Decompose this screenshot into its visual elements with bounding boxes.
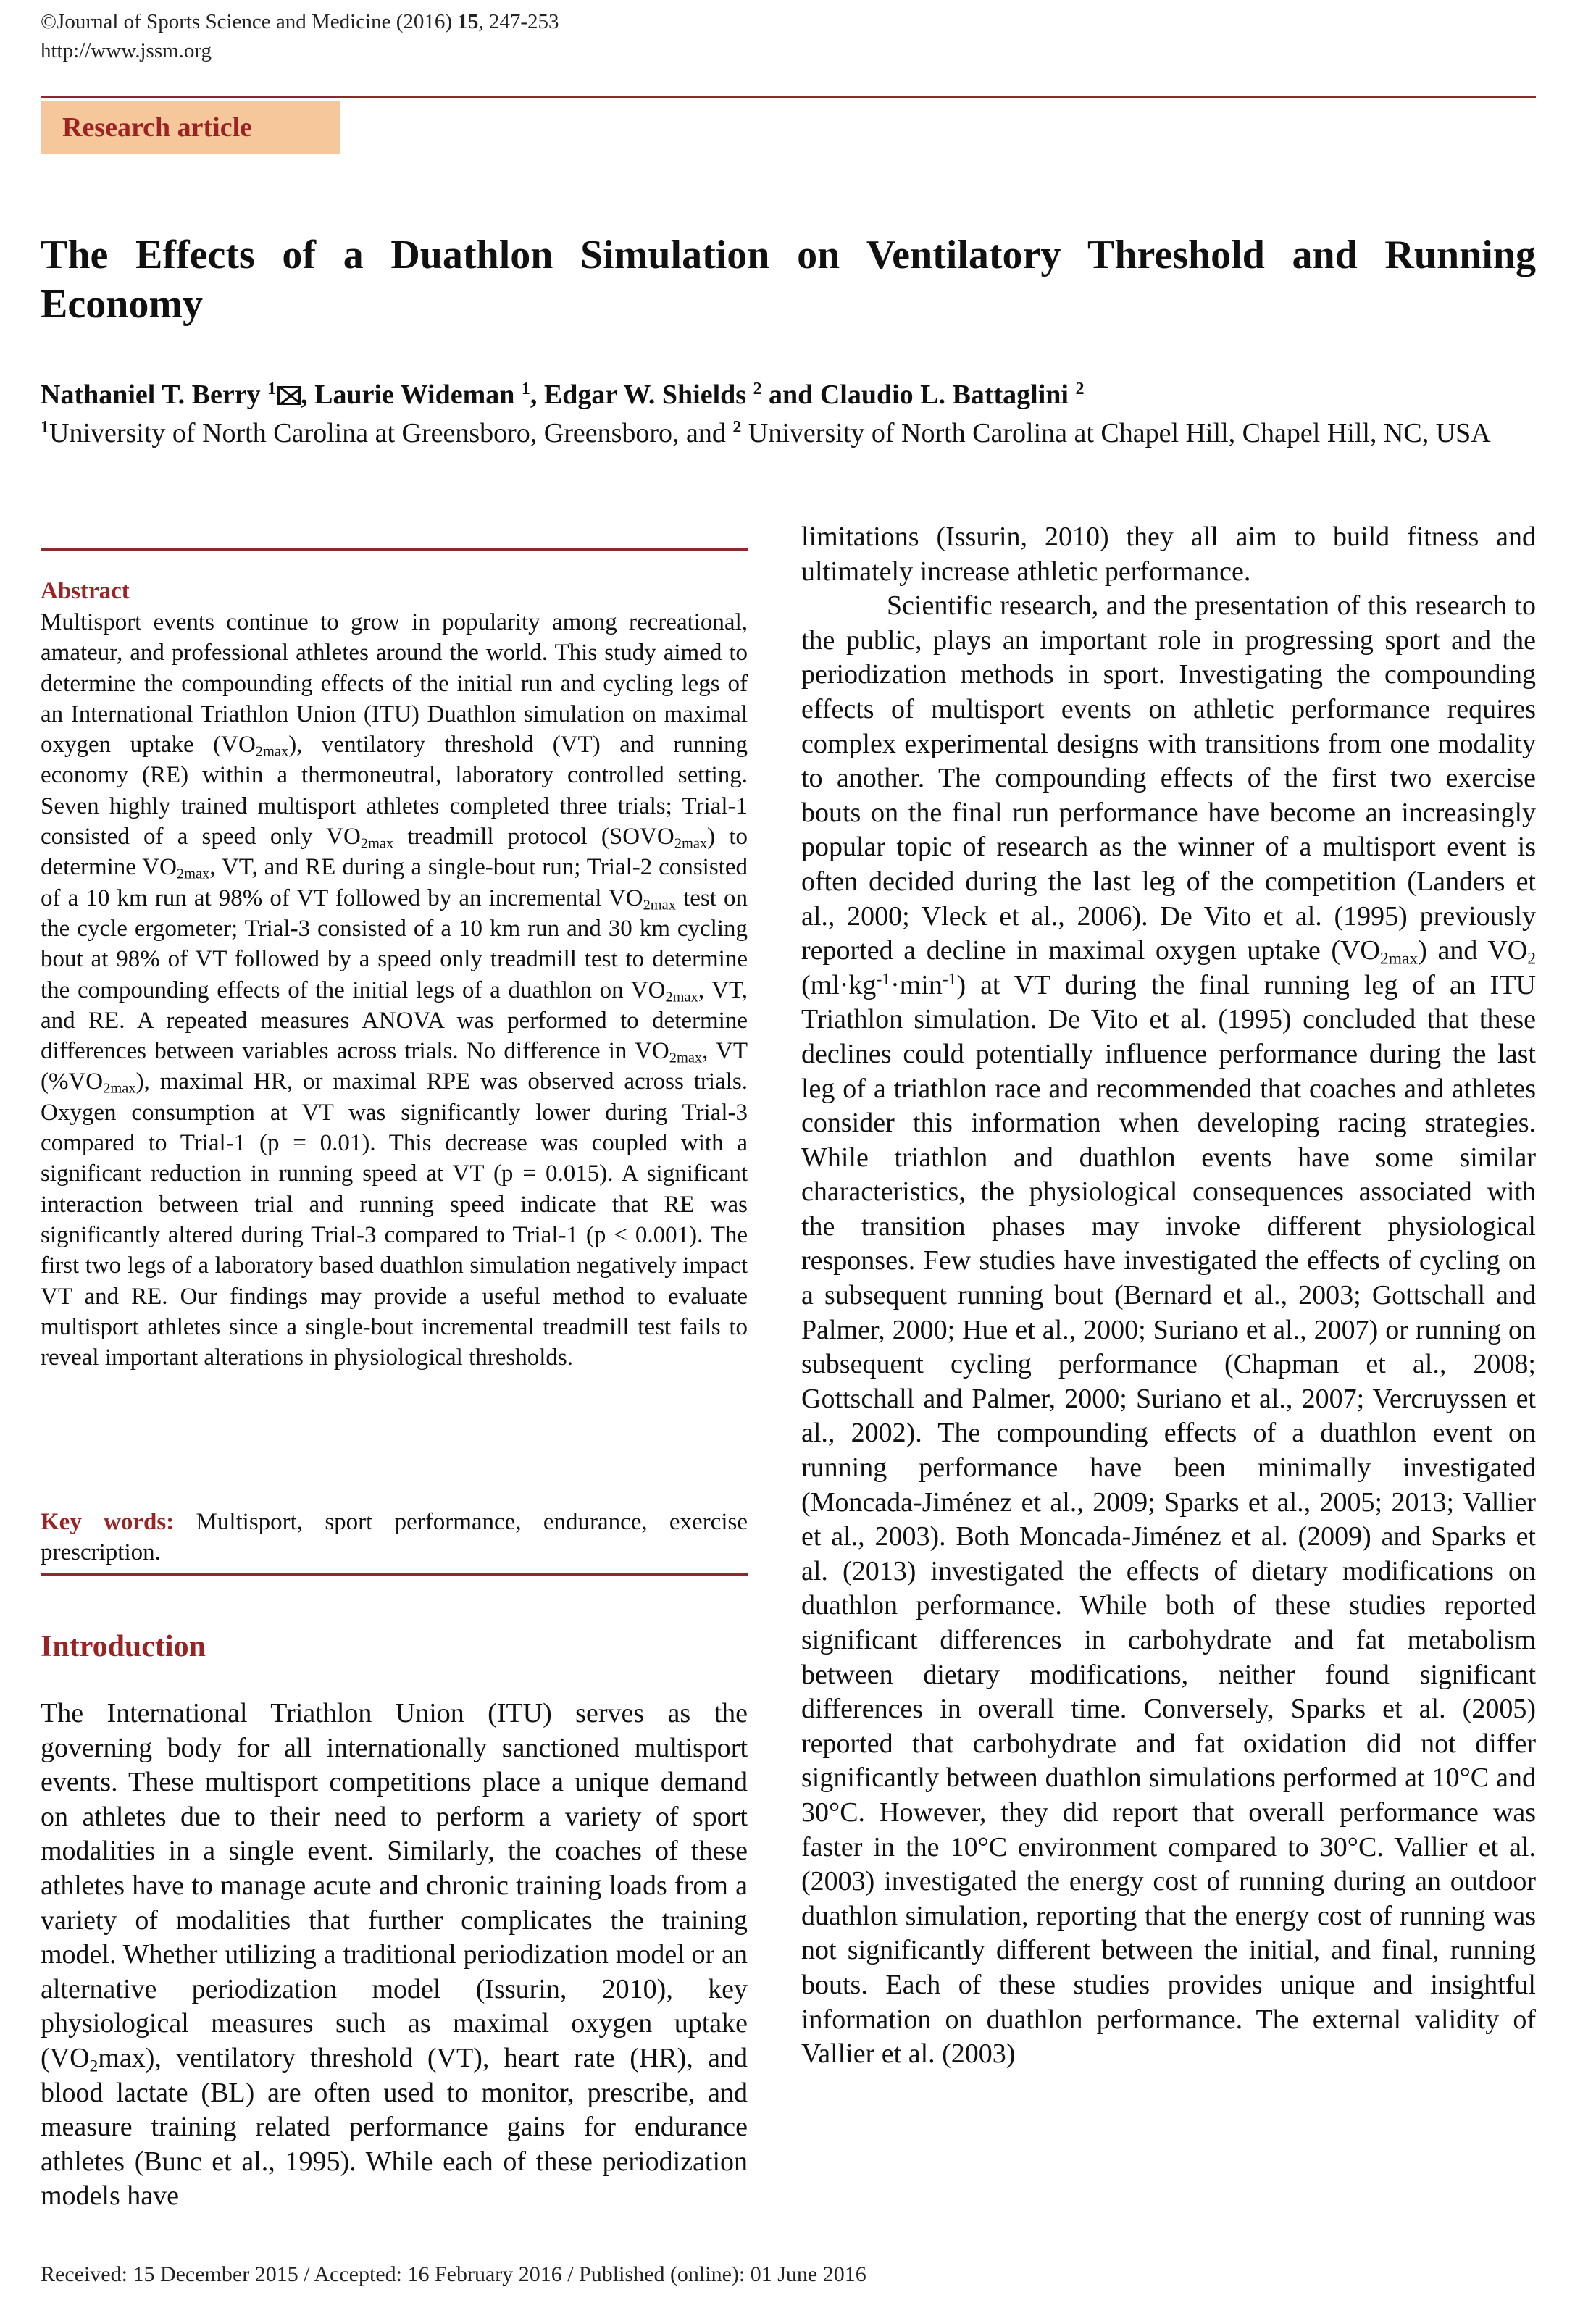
paper-title: The Effects of a Duathlon Simulation on Ventilatory Threshold and Running Economy (41, 233, 1536, 327)
affil-mark: 1 (41, 417, 49, 437)
journal-volume: 15 (457, 10, 479, 33)
affil-mark: 2 (732, 417, 742, 437)
keywords-label: Key words: (41, 1509, 175, 1535)
article-type-badge: Research article (41, 101, 340, 154)
affil-text: University of North Carolina at Greensboro, Greensboro, and (49, 418, 733, 448)
author-affil-mark: 2 (1075, 379, 1085, 398)
author-name: and Claudio L. Battaglini (761, 380, 1076, 410)
abstract-divider (41, 548, 748, 551)
right-column-text (801, 520, 1536, 2072)
journal-citation (41, 7, 559, 36)
affil-text: University of North Carolina at Chapel Hill, Chapel Hill, NC, USA (741, 418, 1491, 448)
author-name: , Laurie Wideman (301, 380, 522, 410)
abstract-body: Multisport events continue to grow in popularity among recreational, amateur, and professional athletes around the world. This study aimed to determine the compounding effects of the initial run and cycling legs of an International Triathlon Union (ITU) Duathlon simulation on maximal oxygen uptake $(VO_{2max})$, ventilatory threshold (VT) and running economy (RE) within a thermoneutral, laboratory controlled setting. Seven highly trained multisport athletes completed three trials; Trial-1 consisted of a speed only $VO_{2max}$ treadmill protocol $(SOVO_{2max})$ to determine $VO_{2max}$, VT, and RE during a single-bout run; Trial-2 consisted of a 10 km run at 98% of VT followed by an incremental $VO_{2max}$ test on the cycle ergometer; Trial-3 consisted of a 10 km run and 30 km cycling bout at 98% of VT followed by a speed only treadmill test to determine the compounding effects of the initial legs of a duathlon on $VO_{2max}$, VT, and RE. A repeated measures ANOVA was performed to determine differences between variables across trials. No difference in $VO_{2max}$, VT $(\%VO_{2max})$, maximal HR, or maximal RPE was observed across trials. Oxygen consumption at VT was significantly lower during Trial-3 compared to Trial-1 (p = 0.01). This decrease was coupled with a significant reduction in running speed at VT (p = 0.015). A significant interaction between trial and running speed indicate that RE was significantly altered during Trial-3 compared to Trial-1 (p < 0.001). The first two legs of a laboratory based duathlon simulation negatively impact VT and RE. Our findings may provide a useful method to evaluate multisport athletes since a single-bout incremental treadmill test fails to reveal important alterations in physiological thresholds. (41, 609, 748, 1371)
journal-url[interactable]: http://www.jssm.org (41, 39, 212, 62)
abstract-heading: Abstract (41, 578, 130, 604)
keywords-divider (41, 1573, 748, 1576)
author-name: , Edgar W. Shields (530, 380, 753, 410)
author-list (41, 377, 1536, 413)
journal-name: ©Journal of Sports Science and Medicine (2016) (41, 10, 458, 33)
keywords (41, 1507, 748, 1568)
journal-pages: , 247-253 (478, 10, 559, 33)
email-icon[interactable] (277, 386, 301, 405)
header-divider (41, 96, 1536, 98)
introduction-body: The International Triathlon Union (ITU) serves as the governing body for all internationally sanctioned multisport events. These multisport competitions place a unique demand on athletes due to their need to perform a variety of sport modalities in a single event. Similarly, the coaches of these athletes have to manage acute and chronic training loads from a variety of modalities that further complicates the training model. Whether utilizing a traditional periodization model or an alternative periodization model (Issurin, 2010), key physiological measures such as maximal oxygen uptake $(VO_2\max)$, ventilatory threshold (VT), heart rate (HR), and blood lactate (BL) are often used to monitor, prescribe, and measure training related performance gains for endurance athletes (Bunc et al., 1995). While each of these periodization models have (41, 1698, 748, 2212)
author-affil-mark: 1 (267, 379, 277, 398)
affiliations (41, 416, 1536, 451)
author-name: Nathaniel T. Berry (41, 380, 268, 410)
received-dates: Received: 15 December 2015 / Accepted: 16 February 2016 / Published (online): 01 June 2016 (41, 2262, 866, 2286)
introduction-heading: Introduction (41, 1630, 206, 1663)
keywords-text: Multisport, sport performance, endurance, exercise prescription. (41, 1509, 748, 1566)
author-affil-mark: 2 (753, 379, 762, 398)
paragraph: limitations (Issurin, 2010) they all aim to build fitness and ultimately increase athletic performance. (801, 522, 1536, 587)
paragraph: Scientific research, and the presentation of this research to the public, plays an important role in progressing sport and the periodization methods in sport. Investigating the compounding effects of multisport events on athletic performance requires complex experimental designs with transitions from one modality to another. The compounding effects of the first two exercise bouts on the final run performance have become an increasingly popular topic of research as the winner of a multisport event is often decided during the last leg of the competition (Landers et al., 2000; Vleck et al., 2006). De Vito et al. (1995) previously reported a decline in maximal oxygen uptake $(VO_{2max})$ and $VO_2$ $(ml\cdot kg^{-1}\cdot\min^{-1})$ at VT during the final running leg of an ITU Triathlon simulation. De Vito et al. (1995) concluded that these declines could potentially influence performance during the last leg of a triathlon race and recommended that coaches and athletes consider this information when developing racing strategies. While triathlon and duathlon events have some similar characteristics, the physiological consequences associated with the transition phases may invoke different physiological responses. Few studies have investigated the effects of cycling on a subsequent running bout (Bernard et al., 2003; Gottschall and Palmer, 2000; Hue et al., 2000; Suriano et al., 2007) or running on subsequent cycling performance (Chapman et al., 2008; Gottschall and Palmer, 2000; Suriano et al., 2007; Vercruyssen et al., 2002). The compounding effects of a duathlon event on running performance have been minimally investigated (Moncada-Jiménez et al., 2009; Sparks et al., 2005; 2013; Vallier et al., 2003). Both Moncada-Jiménez et al. (2009) and Sparks et al. (2013) investigated the effects of dietary modifications on duathlon performance. While both of these studies reported significant differences in carbohydrate and fat metabolism between dietary modifications, neither found significant differences in overall time. Conversely, Sparks et al. (2005) reported that carbohydrate and fat oxidation did not differ significantly between duathlon simulations performed at 10°C and 30°C. However, they did report that overall performance was faster in the 10°C environment compared to 30°C. Vallier et al. (2003) investigated the energy cost of running during an outdoor duathlon simulation, reporting that the energy cost of running was not significantly different between the initial, and final, running bouts. Each of these studies provides unique and insightful information on duathlon performance. The external validity of Vallier et al. (2003) (801, 590, 1536, 2070)
author-affil-mark: 1 (521, 379, 530, 398)
